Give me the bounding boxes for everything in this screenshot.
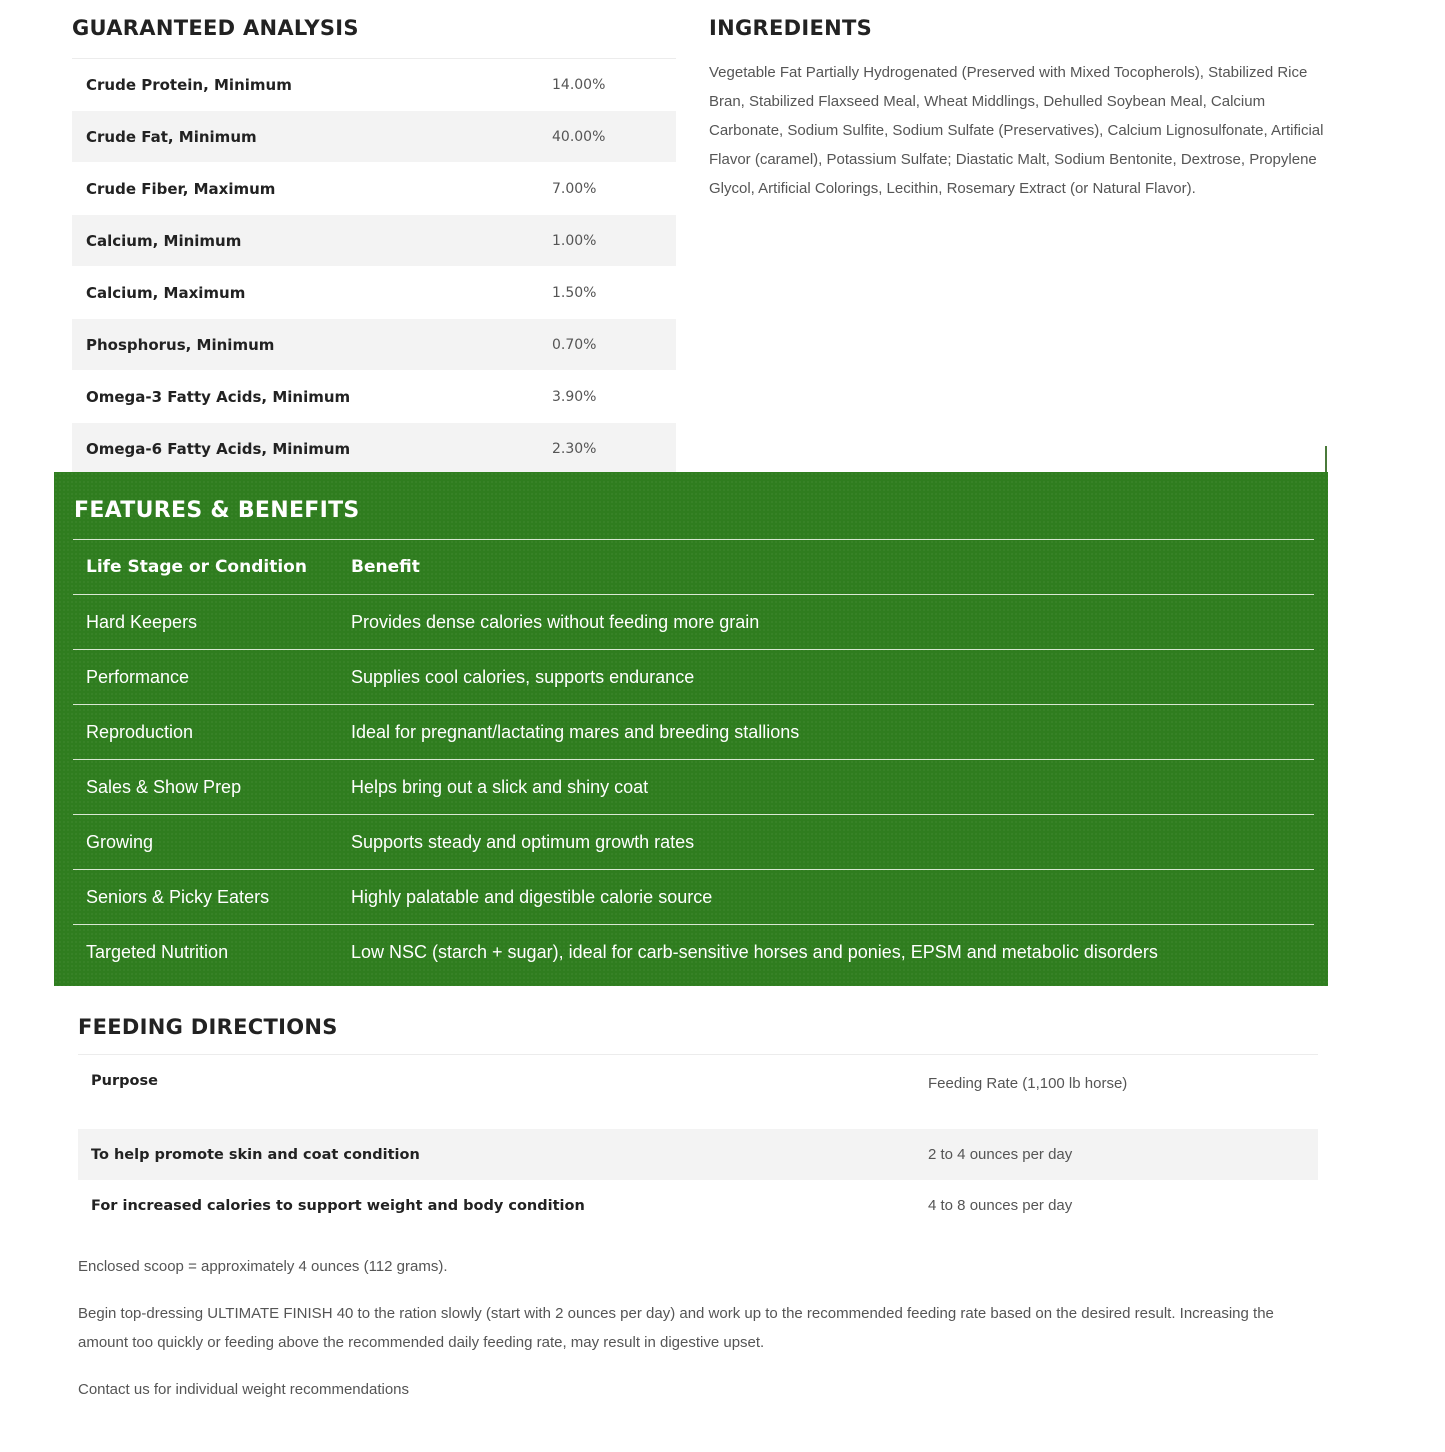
nutrient-name: Omega-6 Fatty Acids, Minimum (86, 439, 351, 458)
features-benefits-title: FEATURES & BENEFITS (74, 498, 360, 523)
table-header-row (73, 540, 1314, 595)
nutrient-value: 0.70% (552, 336, 597, 353)
column-header-benefit: Benefit (351, 557, 420, 577)
table-row (72, 111, 676, 163)
purpose-cell: For increased calories to support weight and body condition (91, 1197, 585, 1214)
condition-cell: Sales & Show Prep (86, 776, 242, 797)
condition-cell: Growing (86, 831, 154, 852)
nutrient-name: Omega-3 Fatty Acids, Minimum (86, 387, 351, 406)
column-header-condition: Life Stage or Condition (86, 557, 307, 577)
nutrient-value: 40.00% (552, 128, 606, 145)
feeding-rate-cell: 2 to 4 ounces per day (928, 1146, 1073, 1163)
nutrient-value: 14.00% (552, 76, 606, 93)
table-row (72, 319, 676, 371)
feeding-directions-title: FEEDING DIRECTIONS (78, 1012, 1318, 1055)
condition-cell: Seniors & Picky Eaters (86, 886, 270, 907)
condition-cell: Performance (86, 666, 190, 687)
table-header-row (78, 1055, 1318, 1129)
condition-cell: Hard Keepers (86, 611, 198, 632)
feeding-directions-table (78, 1055, 1318, 1231)
table-row (72, 267, 676, 319)
feeding-directions-section (78, 1012, 1318, 1231)
table-row (72, 423, 676, 475)
nutrient-value: 1.50% (552, 284, 597, 301)
benefit-cell: Provides dense calories without feeding more grain (351, 611, 760, 632)
nutrient-name: Calcium, Maximum (86, 283, 246, 302)
benefit-cell: Helps bring out a slick and shiny coat (351, 776, 649, 797)
table-row (73, 760, 1314, 815)
table-row (73, 705, 1314, 760)
column-header-feeding-rate: Feeding Rate (1,100 lb horse) (928, 1075, 1128, 1092)
ingredients-section (709, 14, 1329, 203)
guaranteed-analysis-title: GUARANTEED ANALYSIS (72, 14, 676, 59)
nutrient-name: Crude Fiber, Maximum (86, 179, 276, 198)
table-row (73, 595, 1314, 650)
condition-cell: Targeted Nutrition (86, 941, 229, 962)
table-row (78, 1180, 1318, 1231)
nutrient-name: Crude Protein, Minimum (86, 75, 292, 94)
table-row (73, 925, 1314, 979)
divider (1325, 446, 1327, 474)
column-header-purpose: Purpose (91, 1073, 158, 1089)
benefit-cell: Supports steady and optimum growth rates (351, 831, 695, 852)
table-row (72, 59, 676, 111)
benefit-cell: Supplies cool calories, supports endurance (351, 666, 695, 687)
table-row (72, 371, 676, 423)
condition-cell: Reproduction (86, 721, 194, 742)
nutrient-name: Phosphorus, Minimum (86, 335, 275, 354)
table-row (78, 1129, 1318, 1180)
benefit-cell: Highly palatable and digestible calorie source (351, 886, 713, 907)
top-dressing-note: Begin top-dressing ULTIMATE FINISH 40 to the ration slowly (start with 2 ounces per day) and work up to the recommended feeding rate based on the desired result. Increasing the amount too quickly or feeding above the recommended daily feeding rate, may result in digestive upset. (78, 1305, 1274, 1351)
ingredients-text: Vegetable Fat Partially Hydrogenated (Preserved with Mixed Tocopherols), Stabilized Rice Bran, Stabilized Flaxseed Meal, Wheat Middlings, Dehulled Soybean Meal, Calcium Carbonate, Sodium Sulfite, Sodium Sulfate (Preservatives), Calcium Lignosulfonate, Artificial Flavor (caramel), Potassium Sulfate; Diastatic Malt, Sodium Bentonite, Dextrose, Propylene Glycol, Artificial Colorings, Lecithin, Rosemary Extract (or Natural Flavor). (709, 64, 1324, 197)
nutrient-value: 2.30% (552, 440, 597, 457)
table-row (72, 215, 676, 267)
scoop-note: Enclosed scoop = approximately 4 ounces (112 grams). (78, 1258, 448, 1275)
features-benefits-table (73, 539, 1314, 979)
feeding-rate-cell: 4 to 8 ounces per day (928, 1197, 1073, 1214)
nutrient-name: Calcium, Minimum (86, 231, 242, 250)
benefit-cell: Low NSC (starch + sugar), ideal for carb-sensitive horses and ponies, EPSM and metabolic disorders (351, 941, 1158, 962)
table-row (72, 163, 676, 215)
purpose-cell: To help promote skin and coat condition (91, 1146, 420, 1163)
nutrient-value: 1.00% (552, 232, 597, 249)
table-row (73, 815, 1314, 870)
benefit-cell: Ideal for pregnant/lactating mares and breeding stallions (351, 721, 800, 742)
table-row (73, 650, 1314, 705)
ingredients-title: INGREDIENTS (709, 16, 873, 40)
guaranteed-analysis-table (72, 59, 676, 475)
features-benefits-section (54, 472, 1328, 986)
nutrient-name: Crude Fat, Minimum (86, 127, 257, 146)
contact-note: Contact us for individual weight recommendations (78, 1381, 410, 1398)
table-row (73, 870, 1314, 925)
nutrient-value: 3.90% (552, 388, 597, 405)
guaranteed-analysis-section (72, 14, 676, 475)
nutrient-value: 7.00% (552, 180, 597, 197)
